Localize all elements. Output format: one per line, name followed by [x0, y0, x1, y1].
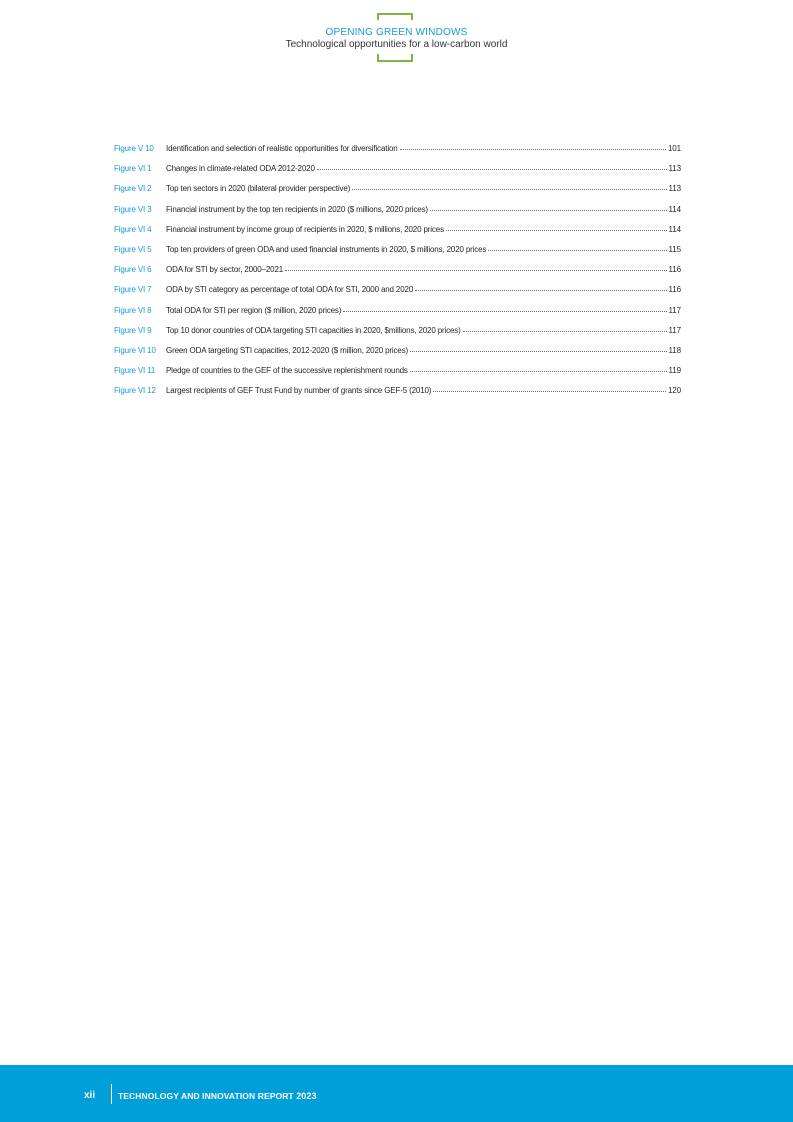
figure-title: Changes in climate-related ODA 2012-2020 [166, 164, 315, 174]
page-number: 118 [668, 345, 681, 355]
figure-label: Figure VI 3 [114, 204, 152, 214]
page-number: 113 [668, 164, 681, 174]
figure-label: Figure VI 9 [114, 325, 152, 335]
toc-entry[interactable] [114, 181, 681, 201]
figure-label: Figure VI 7 [114, 285, 152, 295]
page-number: 116 [668, 265, 681, 275]
header-bracket-bottom [377, 54, 413, 62]
figure-title: ODA by STI category as percentage of total ODA for STI, 2000 and 2020 [166, 285, 414, 295]
page-number: 114 [668, 224, 681, 234]
footer-report-name: TECHNOLOGY AND INNOVATION REPORT [118, 1091, 294, 1101]
page-number: 115 [668, 244, 681, 254]
dot-leader [285, 261, 666, 271]
dot-leader [430, 201, 667, 211]
page-number: 114 [668, 204, 681, 214]
figure-title: ODA for STI by sector, 2000–2021 [166, 265, 284, 275]
dot-leader [410, 342, 666, 352]
page-number: 116 [668, 285, 681, 295]
page-number: 120 [667, 386, 681, 396]
figure-title: Largest recipients of GEF Trust Fund by number of grants since GEF-5 (2010) [166, 386, 432, 396]
header-bracket-top [377, 13, 413, 20]
figure-title: Top ten sectors in 2020 (bilateral provider perspective) [166, 184, 351, 194]
dot-leader [446, 221, 667, 231]
page-footer [0, 1065, 793, 1122]
toc-entry[interactable] [114, 343, 681, 363]
page-number: 117 [668, 305, 681, 315]
toc-entry[interactable] [114, 262, 681, 282]
footer-year: 2023 [296, 1091, 317, 1101]
page-header [0, 0, 793, 70]
toc-entry[interactable] [114, 303, 681, 323]
figure-label: Figure VI 5 [114, 244, 152, 254]
dot-leader [317, 160, 667, 170]
figure-label: Figure VI 6 [114, 265, 152, 275]
figure-title: Total ODA for STI per region ($ million, 2020 prices) [166, 305, 342, 315]
figure-title: Top ten providers of green ODA and used financial instruments in 2020, $ millions, 2020 prices [166, 244, 487, 254]
footer-divider [111, 1084, 112, 1104]
toc-entry[interactable] [114, 141, 681, 161]
figure-title: Green ODA targeting STI capacities, 2012-2020 ($ million, 2020 prices) [166, 345, 409, 355]
page-number: 117 [668, 325, 681, 335]
figure-label: Figure VI 4 [114, 224, 152, 234]
page-number: 119 [668, 366, 681, 376]
page-number: 113 [668, 184, 681, 194]
figure-label: Figure VI 11 [114, 366, 156, 376]
toc-entry[interactable] [114, 161, 681, 181]
header-subtitle: Technological opportunities for a low-carbon world [285, 39, 508, 50]
toc-entry[interactable] [114, 222, 681, 242]
footer-page-number: xii [84, 1090, 96, 1101]
dot-leader [463, 322, 667, 332]
dot-leader [488, 241, 666, 251]
figure-label: Figure VI 8 [114, 305, 152, 315]
page-number: 101 [667, 144, 681, 153]
toc-entry[interactable] [114, 282, 681, 302]
dot-leader [433, 382, 666, 392]
toc-entry[interactable] [114, 202, 681, 222]
list-of-figures [114, 141, 681, 403]
figure-label: Figure VI 10 [114, 345, 156, 355]
dot-leader [410, 362, 667, 372]
dot-leader [352, 180, 666, 190]
figure-label: Figure VI 1 [114, 164, 152, 174]
dot-leader [343, 302, 666, 312]
figure-title: Top 10 donor countries of ODA targeting STI capacities in 2020, $millions, 2020 prices) [166, 325, 461, 335]
figure-title: Pledge of countries to the GEF of the successive replenishment rounds [166, 366, 408, 376]
toc-entry[interactable] [114, 242, 681, 262]
toc-entry[interactable] [114, 383, 681, 403]
toc-entry[interactable] [114, 363, 681, 383]
footer-report-title [118, 1091, 317, 1102]
figure-label: Figure VI 12 [114, 386, 156, 396]
dot-leader [400, 140, 666, 150]
figure-title: Financial instrument by the top ten recipients in 2020 ($ millions, 2020 prices) [166, 204, 428, 214]
dot-leader [415, 281, 666, 291]
figure-label: Figure VI 2 [114, 184, 152, 194]
header-title: OPENING GREEN WINDOWS [325, 27, 468, 38]
figure-title: Financial instrument by income group of recipients in 2020, $ millions, 2020 prices [166, 224, 444, 234]
figure-title: Identification and selection of realistic opportunities for diversification [166, 144, 398, 153]
toc-entry[interactable] [114, 323, 681, 343]
figure-label: Figure V 10 [114, 144, 154, 153]
